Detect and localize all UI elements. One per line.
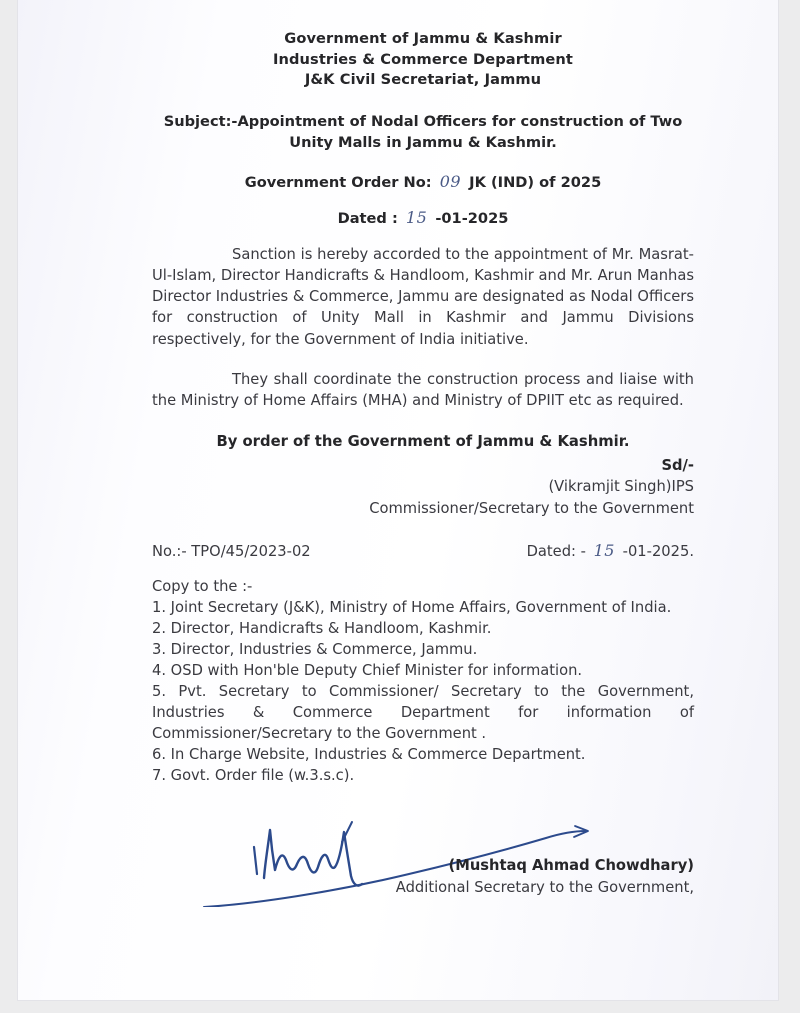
signature-sd-marker: Sd/- [661,456,694,474]
order-date-line [152,208,694,227]
order-number-handwritten-value: 09 [439,171,462,191]
bottom-signature-name: (Mushtaq Ahmad Chowdhary) [448,857,694,875]
header-line-government: Government of Jammu & Kashmir [284,30,562,47]
header-line-department: Industries & Commerce Department [272,50,573,68]
subject-line-2: Unity Malls in Jammu & Kashmir. [289,133,557,151]
copy-to-heading: Copy to the :- [152,578,253,596]
copy-to-item: 5. Pvt. Secretary to Commissioner/ Secretary to the Government, Industries & Commerce Department for information of Commissioner/Secretary to the Government . [152,683,694,743]
government-order-number [152,172,694,191]
reference-date-suffix: -01-2025. [622,543,694,561]
reference-number: No.:- TPO/45/2023-02 [152,543,311,561]
document-content [152,0,694,902]
signature-name: (Vikramjit Singh)IPS [548,478,694,496]
subject-block [152,111,694,153]
bottom-signature-text [152,855,694,898]
signature-designation: Commissioner/Secretary to the Government [369,499,694,517]
body-paragraph-1: Sanction is hereby accorded to the appointment of Mr. Masrat-Ul-Islam, Director Handicrafts & Handloom, Kashmir and Mr. Arun Manhas Director Industries & Commerce, Jammu are designated as Nodal Officers for construction of Unity Mall in Kashmir and Jammu Divisions respectively, for the Government of India initiative. [152,245,694,348]
reference-date-label: Dated: - [526,543,586,561]
bottom-signature-block [152,812,694,902]
copy-to-item: 1. Joint Secretary (J&K), Ministry of Home Affairs, Government of India. [152,599,672,617]
order-number-suffix: JK (IND) of 2025 [469,173,602,191]
copy-to-item: 4. OSD with Hon'ble Deputy Chief Minister for information. [152,662,583,680]
document-page [18,0,778,1000]
bottom-signature-designation: Additional Secretary to the Government, [395,878,694,896]
body-paragraph-2: They shall coordinate the construction process and liaise with the Ministry of Home Affairs (MHA) and Ministry of DPIIT etc as required. [152,370,694,410]
copy-to-item: 6. In Charge Website, Industries & Commerce Department. [152,746,586,764]
copy-to-item: 3. Director, Industries & Commerce, Jammu. [152,641,478,659]
copy-to-list [152,597,694,786]
header-line-secretariat: J&K Civil Secretariat, Jammu [304,71,542,88]
subject-line-1: Subject:-Appointment of Nodal Officers for construction of Two [163,112,683,130]
primary-signature-block [152,455,694,520]
document-header [152,0,694,91]
order-number-prefix: Government Order No: [244,173,432,191]
reference-row [152,541,694,560]
order-date-handwritten-day: 15 [405,207,428,227]
copy-to-item: 2. Director, Handicrafts & Handloom, Kashmir. [152,620,492,638]
reference-date-handwritten-day: 15 [593,541,615,561]
copy-to-item: 7. Govt. Order file (w.3.s.c). [152,767,355,785]
reference-date [527,541,694,560]
order-date-label: Dated : [337,209,398,227]
order-date-suffix: -01-2025 [435,209,509,227]
by-order-line: By order of the Government of Jammu & Kashmir. [216,432,630,450]
